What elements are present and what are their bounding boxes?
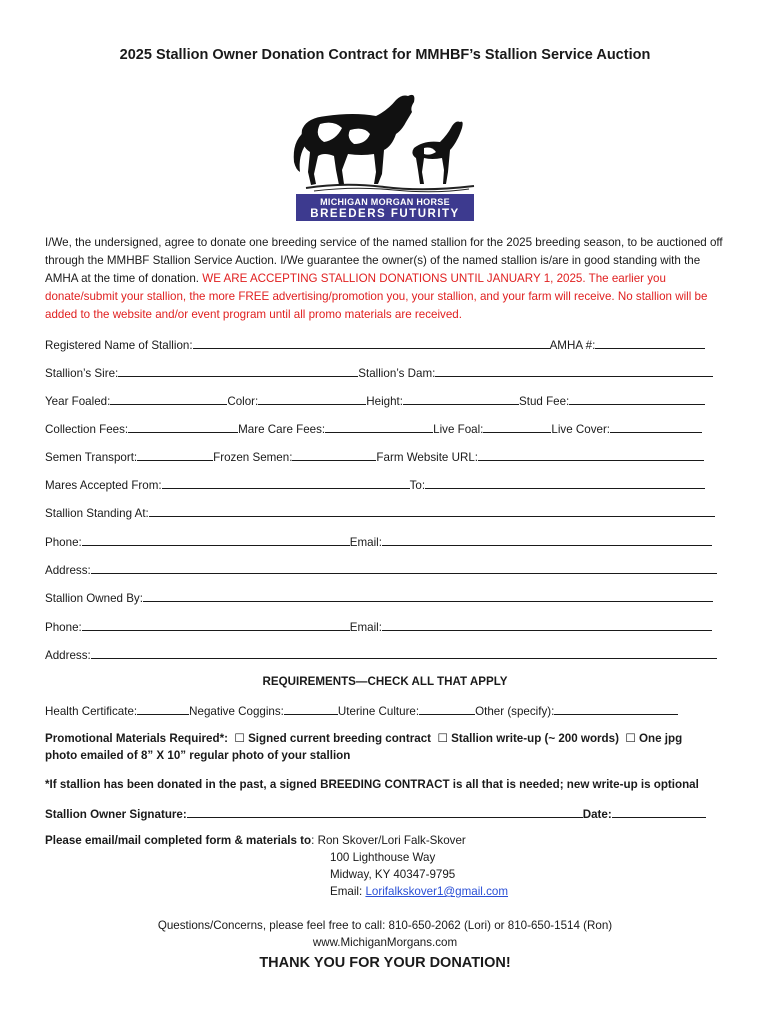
address-label-1: Address: (45, 564, 91, 577)
row-owned-by (45, 590, 725, 605)
live-foal-field[interactable] (483, 421, 551, 433)
signature-date-label: Date: (582, 808, 612, 821)
row-phone-email-2 (45, 619, 725, 634)
health-cert-label: Health Certificate: (45, 705, 138, 718)
logo-banner (296, 194, 474, 221)
stud-fee-field[interactable] (569, 393, 705, 405)
intro-notice: WE ARE ACCEPTING STALLION DONATIONS UNTIL JANUARY 1, 2025. The earlier you donate/submit your stallion, the more FREE advertising/promotion you, your stallion, and your farm will receive. No stallion will be added to the website and/or event program until all promo materials are received. (45, 272, 708, 321)
year-foaled-label: Year Foaled: (45, 395, 111, 408)
email-field-1[interactable] (382, 534, 712, 546)
mailing-email-line (330, 885, 508, 898)
row-standing-at (45, 505, 725, 520)
promo-option-photo: One jpg (639, 732, 683, 745)
other-field[interactable] (554, 703, 678, 715)
negative-coggins-field[interactable] (284, 703, 338, 715)
farm-website-field[interactable] (478, 449, 704, 461)
color-label: Color: (227, 395, 259, 408)
row-promo-materials (45, 731, 725, 745)
checkbox-writeup-icon[interactable]: ☐ (437, 732, 448, 745)
row-registered-name (45, 337, 725, 352)
row-address-1 (45, 562, 725, 577)
semen-transport-field[interactable] (137, 449, 213, 461)
live-foal-label: Live Foal: (433, 423, 484, 436)
mares-to-label: To: (409, 479, 426, 492)
row-sire-dam (45, 365, 725, 380)
phone-field-1[interactable] (82, 534, 350, 546)
promo-option-writeup: Stallion write-up (~ 200 words) (451, 732, 619, 745)
stud-fee-label: Stud Fee: (519, 395, 570, 408)
frozen-semen-label: Frozen Semen: (213, 451, 293, 464)
horses-logo-icon (284, 90, 486, 200)
other-label: Other (specify): (475, 705, 555, 718)
checkbox-contract-icon[interactable]: ☐ (234, 732, 245, 745)
mailing-street: 100 Lighthouse Way (330, 851, 436, 864)
promo-option-contract: Signed current breeding contract (248, 732, 432, 745)
mailing-email-label: Email: (330, 885, 366, 898)
mailing-instructions (45, 834, 466, 847)
year-foaled-field[interactable] (110, 393, 227, 405)
promo-option-photo-cont: photo emailed of 8” X 10” regular photo of your stallion (45, 749, 351, 762)
standing-at-field[interactable] (149, 505, 715, 517)
row-mares-accepted (45, 477, 725, 492)
email-field-2[interactable] (382, 619, 712, 631)
row-promo-materials-cont (45, 749, 725, 762)
email-label-1: Email: (349, 536, 382, 549)
address-label-2: Address: (45, 649, 91, 662)
row-requirements (45, 703, 725, 718)
checkbox-photo-icon[interactable]: ☐ (625, 732, 636, 745)
row-phone-email-1 (45, 534, 725, 549)
sire-field[interactable] (118, 365, 358, 377)
dam-field[interactable] (435, 365, 713, 377)
mailing-name: : Ron Skover/Lori Falk-Skover (311, 834, 466, 847)
address-field-2[interactable] (91, 647, 717, 659)
frozen-semen-field[interactable] (292, 449, 376, 461)
email-label-2: Email: (349, 621, 382, 634)
mare-care-fees-field[interactable] (325, 421, 433, 433)
health-cert-field[interactable] (137, 703, 189, 715)
dam-label: Stallion’s Dam: (358, 367, 436, 380)
row-address-2 (45, 647, 725, 662)
uterine-culture-label: Uterine Culture: (337, 705, 420, 718)
thank-you-heading: THANK YOU FOR YOUR DONATION! (259, 955, 511, 971)
phone-label-2: Phone: (45, 621, 82, 634)
owned-by-field[interactable] (143, 590, 713, 602)
mailing-label: Please email/mail completed form & materials to (45, 834, 312, 847)
logo-line-1: MICHIGAN MORGAN HORSE (320, 197, 450, 207)
sire-label: Stallion’s Sire: (45, 367, 119, 380)
uterine-culture-field[interactable] (419, 703, 475, 715)
row-fees (45, 421, 725, 436)
contact-website[interactable]: www.MichiganMorgans.com (312, 936, 458, 949)
mares-from-field[interactable] (162, 477, 410, 489)
mares-from-label: Mares Accepted From: (45, 479, 162, 492)
height-label: Height: (366, 395, 403, 408)
owner-signature-field[interactable] (187, 806, 583, 818)
row-semen (45, 449, 725, 464)
owner-signature-label: Stallion Owner Signature: (45, 808, 187, 821)
collection-fees-label: Collection Fees: (45, 423, 129, 436)
signature-date-field[interactable] (612, 806, 706, 818)
live-cover-field[interactable] (610, 421, 702, 433)
mailing-city: Midway, KY 40347-9795 (330, 868, 456, 881)
collection-fees-field[interactable] (128, 421, 238, 433)
intro-text: I/We, the undersigned, agree to donate one breeding service of the named stallion for the 2025 breeding season, to be auctioned off through the MMHBF Stallion Service Auction. I/We guarantee the owner(s) of the named stallion is/are in good standing with the AMHA at the time of donation. (45, 236, 723, 285)
mares-to-field[interactable] (425, 477, 705, 489)
amha-field[interactable] (595, 337, 705, 349)
contact-phone-line: Questions/Concerns, please feel free to call: 810-650-2062 (Lori) or 810-650-1514 (Ron) (157, 919, 613, 932)
mailing-email-link[interactable]: Lorifalkskover1@gmail.com (365, 885, 509, 898)
promo-label: Promotional Materials Required*: (45, 732, 228, 745)
height-field[interactable] (403, 393, 519, 405)
phone-label-1: Phone: (45, 536, 82, 549)
semen-transport-label: Semen Transport: (45, 451, 138, 464)
phone-field-2[interactable] (82, 619, 350, 631)
owned-by-label: Stallion Owned By: (45, 592, 143, 605)
standing-at-label: Stallion Standing At: (45, 507, 149, 520)
negative-coggins-label: Negative Coggins: (189, 705, 284, 718)
row-foaled-color-height-fee (45, 393, 725, 408)
amha-label: AMHA #: (549, 339, 596, 352)
mare-care-fees-label: Mare Care Fees: (238, 423, 326, 436)
registered-name-label: Registered Name of Stallion: (45, 339, 193, 352)
live-cover-label: Live Cover: (551, 423, 611, 436)
color-field[interactable] (258, 393, 366, 405)
mmhbf-logo (284, 90, 486, 222)
logo-line-2: BREEDERS FUTURITY (310, 208, 460, 220)
donation-note: *If stallion has been donated in the past, a signed BREEDING CONTRACT is all that is needed; new write-up is optional (45, 778, 699, 791)
registered-name-field[interactable] (193, 337, 550, 349)
requirements-heading: REQUIREMENTS—CHECK ALL THAT APPLY (262, 675, 508, 688)
farm-website-label: Farm Website URL: (376, 451, 478, 464)
row-signature (45, 806, 725, 821)
intro-paragraph (45, 234, 725, 324)
page-title: 2025 Stallion Owner Donation Contract for MMHBF’s Stallion Service Auction (119, 47, 651, 63)
address-field-1[interactable] (91, 562, 717, 574)
